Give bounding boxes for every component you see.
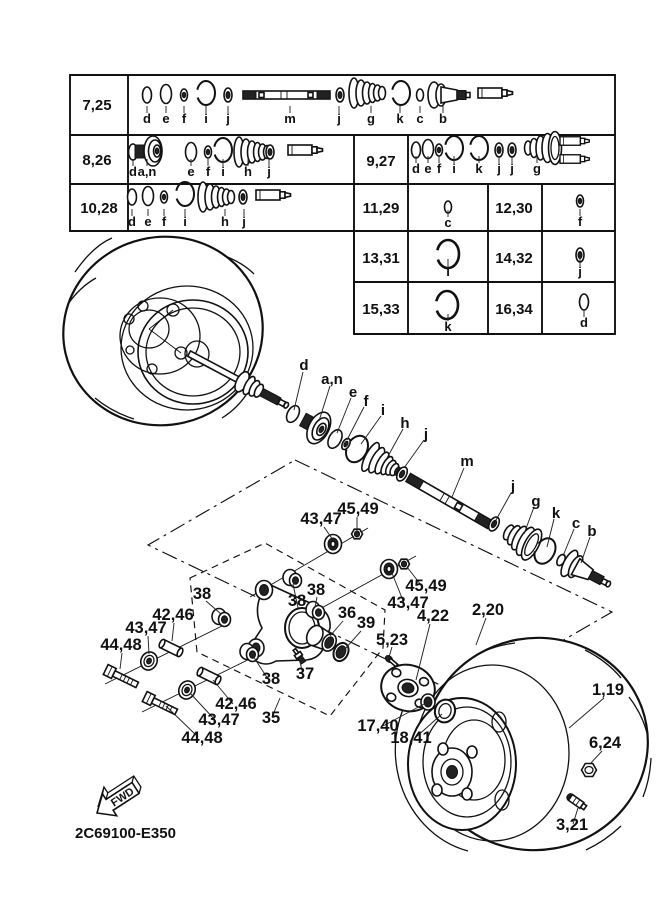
diagram-part-letter: h — [400, 415, 410, 432]
table-row-8-26-parts — [129, 136, 323, 167]
part-number-callout: 37 — [295, 665, 315, 683]
part-screw-5-23 — [384, 654, 399, 668]
part-number-callout: 38 — [306, 581, 326, 599]
table-part-letter: f — [181, 111, 187, 126]
part-number-callout: 43,47 — [125, 619, 167, 637]
table-cell-ref: 10,28 — [80, 200, 118, 217]
table-part-letter: i — [204, 111, 208, 126]
part-nut-6-24 — [582, 764, 597, 777]
table-part-m-shaft — [243, 91, 330, 99]
diagram-part-letter: c — [571, 515, 581, 532]
table-part-letter: f — [577, 214, 583, 229]
table-part-letter: k — [396, 111, 404, 126]
table-part-letter: d — [143, 111, 151, 126]
part-number-callout: 17,40 — [357, 717, 399, 735]
table-part-letter: j — [267, 164, 271, 179]
part-number-callout: 44,48 — [100, 636, 142, 654]
part-number-callout: 38 — [287, 592, 307, 610]
diagram-part-letter: j — [510, 478, 516, 495]
fwd-arrow — [87, 770, 147, 824]
table-cell-ref: 9,27 — [366, 153, 396, 170]
table-cell-ref: 14,32 — [495, 250, 533, 267]
table-part-letter: f — [205, 164, 211, 179]
table-part-letter: i — [452, 161, 456, 176]
diagram-part-letter: m — [460, 453, 474, 470]
part-number-callout: 39 — [356, 614, 376, 632]
part-number-callout: 45,49 — [337, 500, 379, 518]
table-part-letter: g — [367, 111, 375, 126]
table-part-letter: i — [446, 264, 450, 279]
part-number-callout: 2,20 — [471, 601, 505, 619]
part-number-callout: 1,19 — [591, 681, 625, 699]
table-cell-ref: 7,25 — [82, 97, 112, 114]
fwd-label: FWD — [108, 785, 137, 810]
table-cell-ref: 15,33 — [362, 301, 400, 318]
part-g-boot — [497, 516, 546, 563]
table-part-an-flange — [135, 136, 162, 166]
table-part-letter: g — [533, 161, 541, 176]
part-number-callout: 4,22 — [416, 607, 450, 625]
diagram-part-letter: f — [363, 393, 369, 410]
part-number-callout: 43,47 — [198, 711, 240, 729]
part-code: 2C69100-E350 — [75, 825, 176, 842]
table-part-letter: f — [161, 214, 167, 229]
table-part-letter: b — [439, 111, 447, 126]
table-cell-ref: 8,26 — [82, 152, 112, 169]
part-number-callout: 35 — [261, 709, 281, 727]
table-part-letter: d — [580, 315, 588, 330]
table-part-letter: a,n — [137, 164, 157, 179]
diagram-part-letter: g — [531, 493, 541, 510]
table-part-letter: d — [412, 161, 420, 176]
table-part-letter: c — [416, 111, 424, 126]
part-number-callout: 43,47 — [300, 510, 342, 528]
table-part-letter: j — [242, 214, 246, 229]
table-cell-ref: 11,29 — [362, 200, 400, 217]
table-part-letter: e — [424, 161, 432, 176]
table-part-letter: d — [129, 164, 137, 179]
table-part-letter: e — [162, 111, 170, 126]
table-row-7-25-parts — [143, 78, 513, 108]
table-part-letter: c — [444, 215, 452, 230]
table-part-letter: d — [128, 214, 136, 229]
diagram-part-letter: b — [587, 523, 597, 540]
part-number-callout: 42,46 — [215, 695, 257, 713]
table-part-b-joint — [428, 82, 470, 108]
diagram-part-letter: a,n — [321, 371, 343, 388]
table-part-letter: k — [444, 319, 452, 334]
table-cell-ref: 12,30 — [495, 200, 533, 217]
diagram-part-letter: i — [380, 402, 386, 419]
part-number-callout: 38 — [261, 670, 281, 688]
part-number-callout: 6,24 — [588, 734, 622, 752]
table-part-letter: h — [244, 164, 252, 179]
table-row-9-27-parts — [412, 132, 590, 165]
table-part-letter: e — [144, 214, 152, 229]
diagram-part-letter: j — [423, 426, 429, 443]
table-row-10-28-parts — [128, 182, 291, 212]
part-m-shaft — [406, 474, 492, 529]
part-number-callout: 44,48 — [181, 729, 223, 747]
part-number-callout: 43,47 — [387, 594, 429, 612]
table-part-letter: i — [221, 164, 225, 179]
table-part-letter: m — [284, 111, 296, 126]
table-part-letter: h — [221, 214, 229, 229]
table-part-letter: j — [226, 111, 230, 126]
wheel-front — [44, 217, 293, 445]
part-number-callout: 5,23 — [375, 631, 409, 649]
part-number-callout: 45,49 — [405, 577, 447, 595]
wheel-rear — [395, 620, 661, 868]
table-part-letter: i — [183, 214, 187, 229]
drive-shaft-exploded — [284, 403, 617, 597]
table-part-letter: j — [510, 161, 514, 176]
table-part-letter: k — [475, 161, 483, 176]
part-number-callout: 18,41 — [390, 729, 432, 747]
part-number-callout: 3,21 — [555, 816, 589, 834]
diagram-part-letter: e — [348, 384, 358, 401]
table-part-letter: j — [578, 264, 582, 279]
diagram-part-letter: d — [299, 357, 309, 374]
table-part-letter: j — [497, 161, 501, 176]
part-17-40 — [421, 694, 435, 710]
table-part-letter: j — [337, 111, 341, 126]
part-number-callout: 36 — [337, 604, 357, 622]
table-cell-ref: 13,31 — [362, 250, 400, 267]
part-number-callout: 42,46 — [152, 606, 194, 624]
table-part-letter: e — [187, 164, 195, 179]
table-part-letter: f — [436, 161, 442, 176]
diagram-part-letter: k — [551, 505, 561, 522]
table-cell-ref: 16,34 — [495, 301, 533, 318]
part-number-callout: 38 — [192, 585, 212, 603]
